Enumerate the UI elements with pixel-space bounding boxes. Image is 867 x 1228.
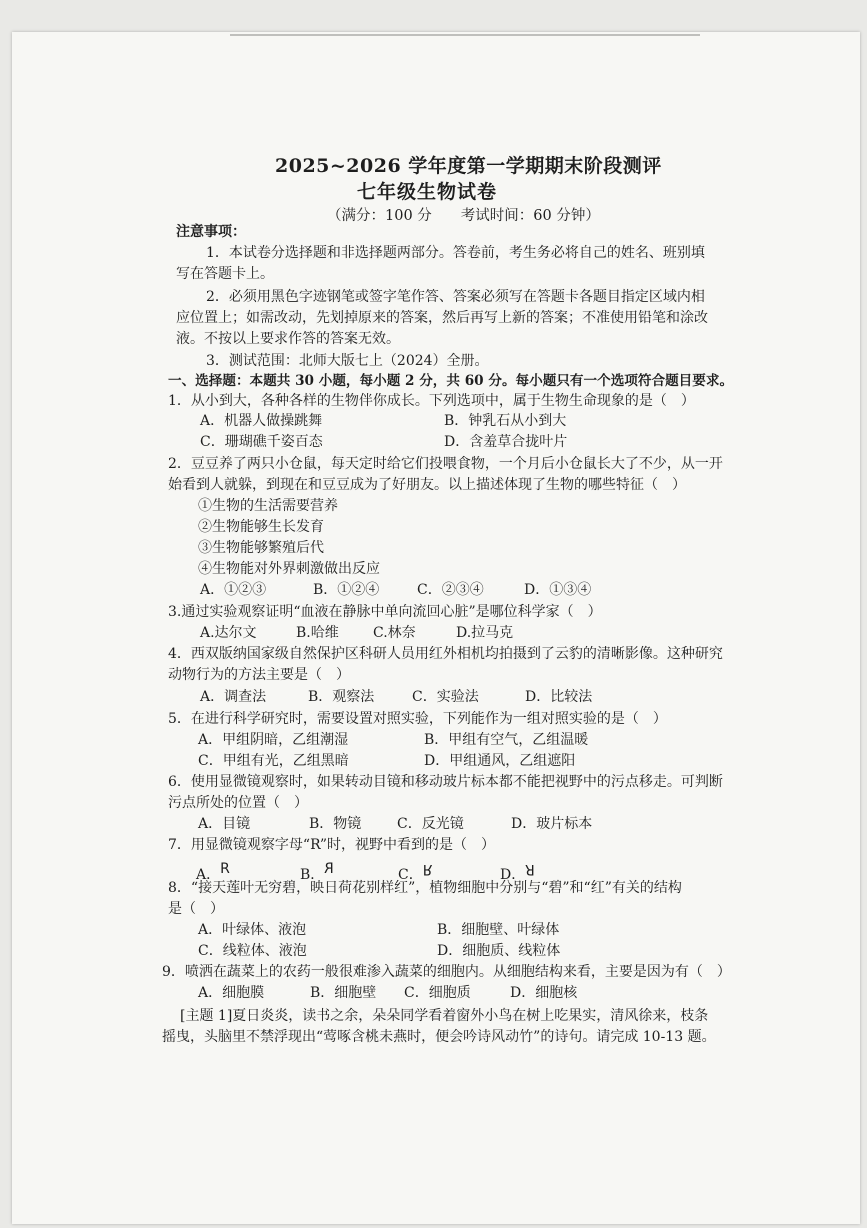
question-1-option-d: D．含羞草合拢叶片 bbox=[444, 434, 568, 450]
theme-1-intro: 摇曳，头脑里不禁浮现出“莺啄含桃未燕时，便会吟诗风动竹”的诗句。请完成 10-13 题。 bbox=[162, 1029, 716, 1045]
question-6-option-b: B．物镜 bbox=[309, 816, 362, 832]
question-8-option-b: B．细胞壁、叶绿体 bbox=[437, 922, 560, 938]
score-info: （满分：100 分 考试时间：60 分钟） bbox=[327, 208, 600, 224]
theme-1-intro: [主题 1]夏日炎炎，读书之余，朵朵同学看着窗外小鸟在树上吃果实，清风徐来，枝条 bbox=[180, 1008, 709, 1024]
r-rotated-glyph: R bbox=[525, 861, 535, 877]
question-1-stem: 1．从小到大，各种各样的生物伴你成长。下列选项中，属于生物生命现象的是（ ） bbox=[168, 393, 695, 409]
question-6-option-d: D．玻片标本 bbox=[511, 816, 593, 832]
question-5-option-b: B．甲组有空气，乙组温暖 bbox=[424, 732, 589, 748]
notice-line: 应位置上；如需改动，先划掉原来的答案，然后再写上新的答案；不准使用铅笔和涂改 bbox=[176, 310, 708, 326]
question-9-stem: 9．喷洒在蔬菜上的农药一般很难渗入蔬菜的细胞内。从细胞结构来看，主要是因为有（ ） bbox=[162, 964, 731, 980]
option-label: A． bbox=[196, 867, 221, 883]
question-2-stem: 始看到人就躲，到现在和豆豆成为了好朋友。以上描述体现了生物的哪些特征（ ） bbox=[168, 477, 686, 493]
question-5-option-c: C．甲组有光，乙组黑暗 bbox=[198, 753, 349, 769]
question-8-option-a: A．叶绿体、液泡 bbox=[198, 922, 307, 938]
question-8-option-c: C．线粒体、液泡 bbox=[198, 943, 307, 959]
question-6-option-a: A．目镜 bbox=[198, 816, 251, 832]
notice-line: 2．必须用黑色字迹钢笔或签字笔作答、答案必须写在答题卡各题目指定区域内相 bbox=[206, 289, 705, 305]
question-3-stem: 3.通过实验观察证明“血液在静脉中单向流回心脏”是哪位科学家（ ） bbox=[168, 604, 602, 620]
question-3-option-b: B.哈维 bbox=[296, 625, 339, 641]
question-2-statement: ④生物能对外界刺激做出反应 bbox=[198, 561, 380, 577]
option-label: B． bbox=[300, 867, 325, 883]
question-4-option-b: B．观察法 bbox=[308, 689, 375, 705]
question-9-option-a: A．细胞膜 bbox=[198, 985, 265, 1001]
r-mirrored-glyph: R bbox=[324, 861, 335, 877]
scan-edge-line bbox=[230, 34, 700, 36]
question-2-option-d: D．①③④ bbox=[524, 582, 592, 598]
question-4-stem: 动物行为的方法主要是（ ） bbox=[168, 667, 350, 683]
question-6-stem: 6．使用显微镜观察时，如果转动目镜和移动玻片标本都不能把视野中的污点移走。可判断 bbox=[168, 774, 723, 790]
question-4-option-d: D．比较法 bbox=[525, 689, 593, 705]
exam-subtitle: 七年级生物试卷 bbox=[357, 181, 498, 203]
question-5-option-d: D．甲组通风，乙组遮阳 bbox=[424, 753, 576, 769]
question-3-option-a: A.达尔文 bbox=[200, 625, 257, 641]
notice-line: 液。不按以上要求作答的答案无效。 bbox=[176, 331, 400, 347]
question-2-statement: ③生物能够繁殖后代 bbox=[198, 540, 324, 556]
question-3-option-d: D.拉马克 bbox=[456, 625, 514, 641]
r-flipped-glyph: R bbox=[422, 861, 433, 877]
question-1-option-a: A．机器人做操跳舞 bbox=[200, 413, 323, 429]
notice-line: 3．测试范围：北师大版七上（2024）全册。 bbox=[206, 353, 489, 369]
question-2-statement: ②生物能够生长发育 bbox=[198, 519, 324, 535]
question-5-stem: 5．在进行科学研究时，需要设置对照实验，下列能作为一组对照实验的是（ ） bbox=[168, 711, 667, 727]
question-4-stem: 4．西双版纳国家级自然保护区科研人员用红外相机均拍摄到了云豹的清晰影像。这种研究 bbox=[168, 646, 723, 662]
r-upright-glyph: R bbox=[220, 861, 230, 877]
question-8-option-d: D．细胞质、线粒体 bbox=[437, 943, 561, 959]
section-heading: 一、选择题：本题共 30 小题，每小题 2 分，共 60 分。每小题只有一个选项符合题目要求。 bbox=[168, 373, 734, 389]
question-8-stem: 8．“接天莲叶无穷碧，映日荷花别样红”，植物细胞中分别与“碧”和“红”有关的结构 bbox=[168, 880, 682, 896]
question-9-option-c: C．细胞质 bbox=[404, 985, 471, 1001]
question-4-option-a: A．调查法 bbox=[200, 689, 267, 705]
question-9-option-b: B．细胞壁 bbox=[310, 985, 377, 1001]
question-2-option-a: A．①②③ bbox=[200, 582, 267, 598]
question-3-option-c: C.林奈 bbox=[373, 625, 416, 641]
notice-heading: 注意事项： bbox=[176, 224, 246, 240]
exam-title: 2025~2026 学年度第一学期期末阶段测评 bbox=[275, 155, 662, 177]
option-label: D． bbox=[500, 867, 526, 883]
question-1-option-c: C．珊瑚礁千姿百态 bbox=[200, 434, 323, 450]
question-1-option-b: B．钟乳石从小到大 bbox=[444, 413, 567, 429]
notice-line: 写在答题卡上。 bbox=[176, 266, 274, 282]
question-7-stem: 7．用显微镜观察字母“R”时，视野中看到的是（ ） bbox=[168, 837, 495, 853]
option-label: C． bbox=[398, 867, 423, 883]
question-5-option-a: A．甲组阴暗，乙组潮湿 bbox=[198, 732, 349, 748]
question-4-option-c: C．实验法 bbox=[412, 689, 479, 705]
notice-line: 1．本试卷分选择题和非选择题两部分。答卷前，考生务必将自己的姓名、班别填 bbox=[206, 245, 705, 261]
question-2-stem: 2．豆豆养了两只小仓鼠，每天定时给它们投喂食物，一个月后小仓鼠长大了不少，从一开 bbox=[168, 456, 723, 472]
question-2-option-c: C．②③④ bbox=[417, 582, 484, 598]
question-6-option-c: C．反光镜 bbox=[397, 816, 464, 832]
question-9-option-d: D．细胞核 bbox=[510, 985, 578, 1001]
question-2-option-b: B．①②④ bbox=[313, 582, 380, 598]
question-8-stem: 是（ ） bbox=[168, 901, 224, 917]
question-6-stem: 污点所处的位置（ ） bbox=[168, 795, 308, 811]
question-2-statement: ①生物的生活需要营养 bbox=[198, 498, 338, 514]
